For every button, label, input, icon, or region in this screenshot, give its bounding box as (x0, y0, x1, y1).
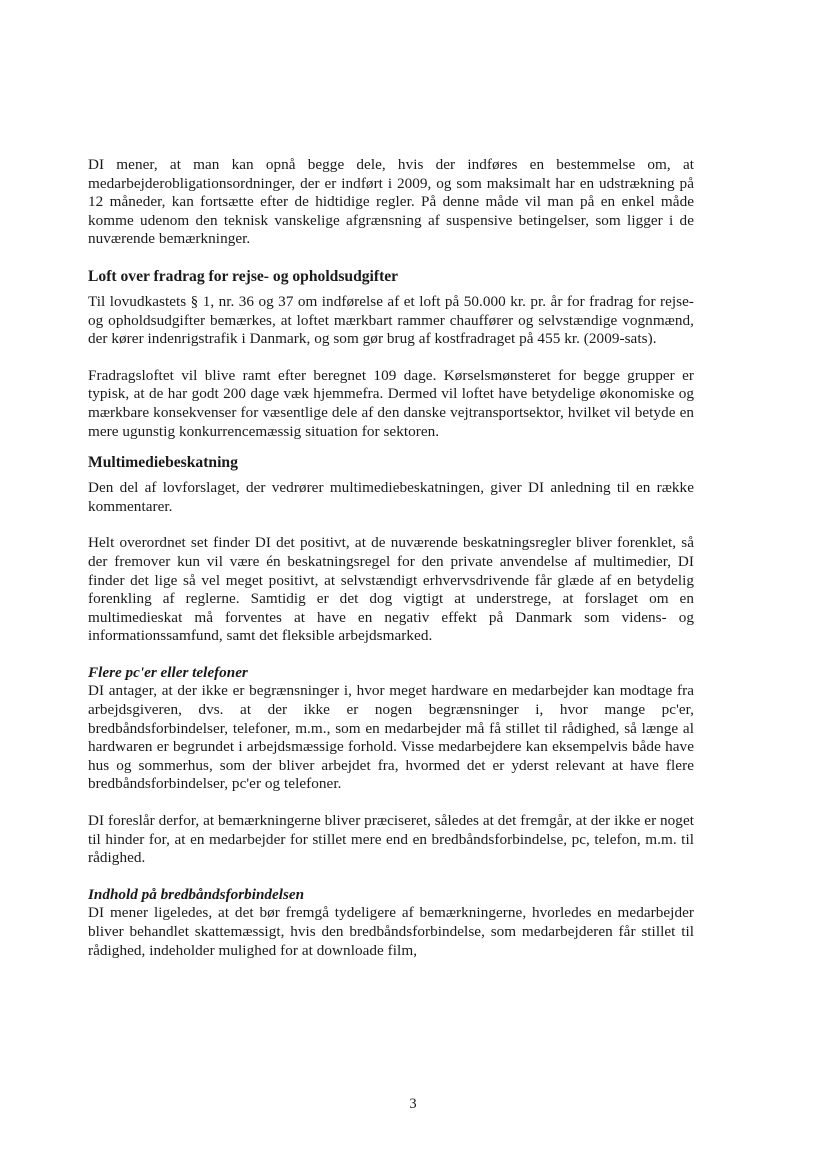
paragraph-multimedie-overordnet: Helt overordnet set finder DI det positivt, at de nuværende beskatningsregler bliver forenklet, så der fremover kun vil være én beskatningsregel for den private anvendelse af multimedier, DI finder det lige så vel meget positivt, at selvstændigt erhvervsdrivende får glæde af en betydelig forenkling af reglerne. Samtidig er det dog vigtigt at understrege, at forslaget om en multimedieskat må forventes at have en negativ effekt på Danmark som videns- og informationssamfund, samt det fleksible arbejdsmarked. (88, 534, 694, 645)
subheading-indhold-bredbaand: Indhold på bredbåndsforbindelsen (88, 885, 305, 903)
paragraph-bredbaand-indhold: DI mener ligeledes, at det bør fremgå tydeligere af bemærkningerne, hvorledes en medarbejder bliver behandlet skattemæssigt, hvis den bredbåndsforbindelse, som medarbejderen får stillet til rådighed, indeholder mulighed for at downloade film, (88, 904, 694, 959)
paragraph-medarbejderobligationer: DI mener, at man kan opnå begge dele, hvis der indføres en bestemmelse om, at medarbejderobligationsordninger, der er indført i 2009, og som maksimalt har en udstrækning på 12 måneder, kan fortsætte efter de hidtidige regler. På denne måde vil man på en enkel måde komme udenom den teknisk vanskelige afgrænsning af suspensive betingelser, som ligger i de nuværende bemærkninger. (88, 156, 694, 248)
subheading-flere-pcer: Flere pc'er eller telefoner (88, 663, 248, 681)
page-number: 3 (409, 1096, 417, 1112)
paragraph-multimedie-intro: Den del af lovforslaget, der vedrører multimediebeskatningen, giver DI anledning til en række kommentarer. (88, 479, 694, 515)
paragraph-fradragsloft: Fradragsloftet vil blive ramt efter beregnet 109 dage. Kørselsmønsteret for begge grupper er typisk, at de har godt 200 dage væk hjemmefra. Dermed vil loftet have betydelige økonomiske og mærkbare konsekvenser for væsentlige dele af den danske vejtransportsektor, hvilket vil betyde en mere ugunstig konkurrencemæssig situation for sektoren. (88, 366, 694, 440)
section-heading-multimediebeskatning: Multimediebeskatning (88, 454, 238, 472)
document-page (88, 156, 694, 960)
section-heading-loft-over-fradrag: Loft over fradrag for rejse- og opholdsudgifter (88, 267, 399, 285)
paragraph-praecisering: DI foreslår derfor, at bemærkningerne bliver præciseret, således at det fremgår, at der ikke er noget til hinder for, at en medarbejder for stillet mere end en bredbåndsforbindelse, pc, telefon, m.m. til rådighed. (88, 812, 695, 867)
paragraph-lovudkast-loft: Til lovudkastets § 1, nr. 36 og 37 om indførelse af et loft på 50.000 kr. pr. år for fradrag for rejse- og opholdsudgifter bemærkes, at loftet mærkbart rammer chauffører og selvstændige vognmænd, der kører indenrigstrafik i Danmark, og som gør brug af kostfradraget på 455 kr. (2009-sats). (88, 292, 694, 348)
paragraph-hardware: DI antager, at der ikke er begrænsninger i, hvor meget hardware en medarbejder kan modtage fra arbejdsgiveren, dvs. at der ikke er nogen begrænsninger i, hvor mange pc'er, bredbåndsforbindelser, telefoner, m.m., som en medarbejder må få stillet til rådighed, så længe al hardwaren er begrundet i arbejdsmæssige forhold. Visse medarbejdere kan eksempelvis både have hus og sommerhus, som der bliver arbejdet fra, hvormed det er yderst relevant at have flere bredbåndsforbindelser, pc'er og telefoner. (88, 682, 694, 793)
